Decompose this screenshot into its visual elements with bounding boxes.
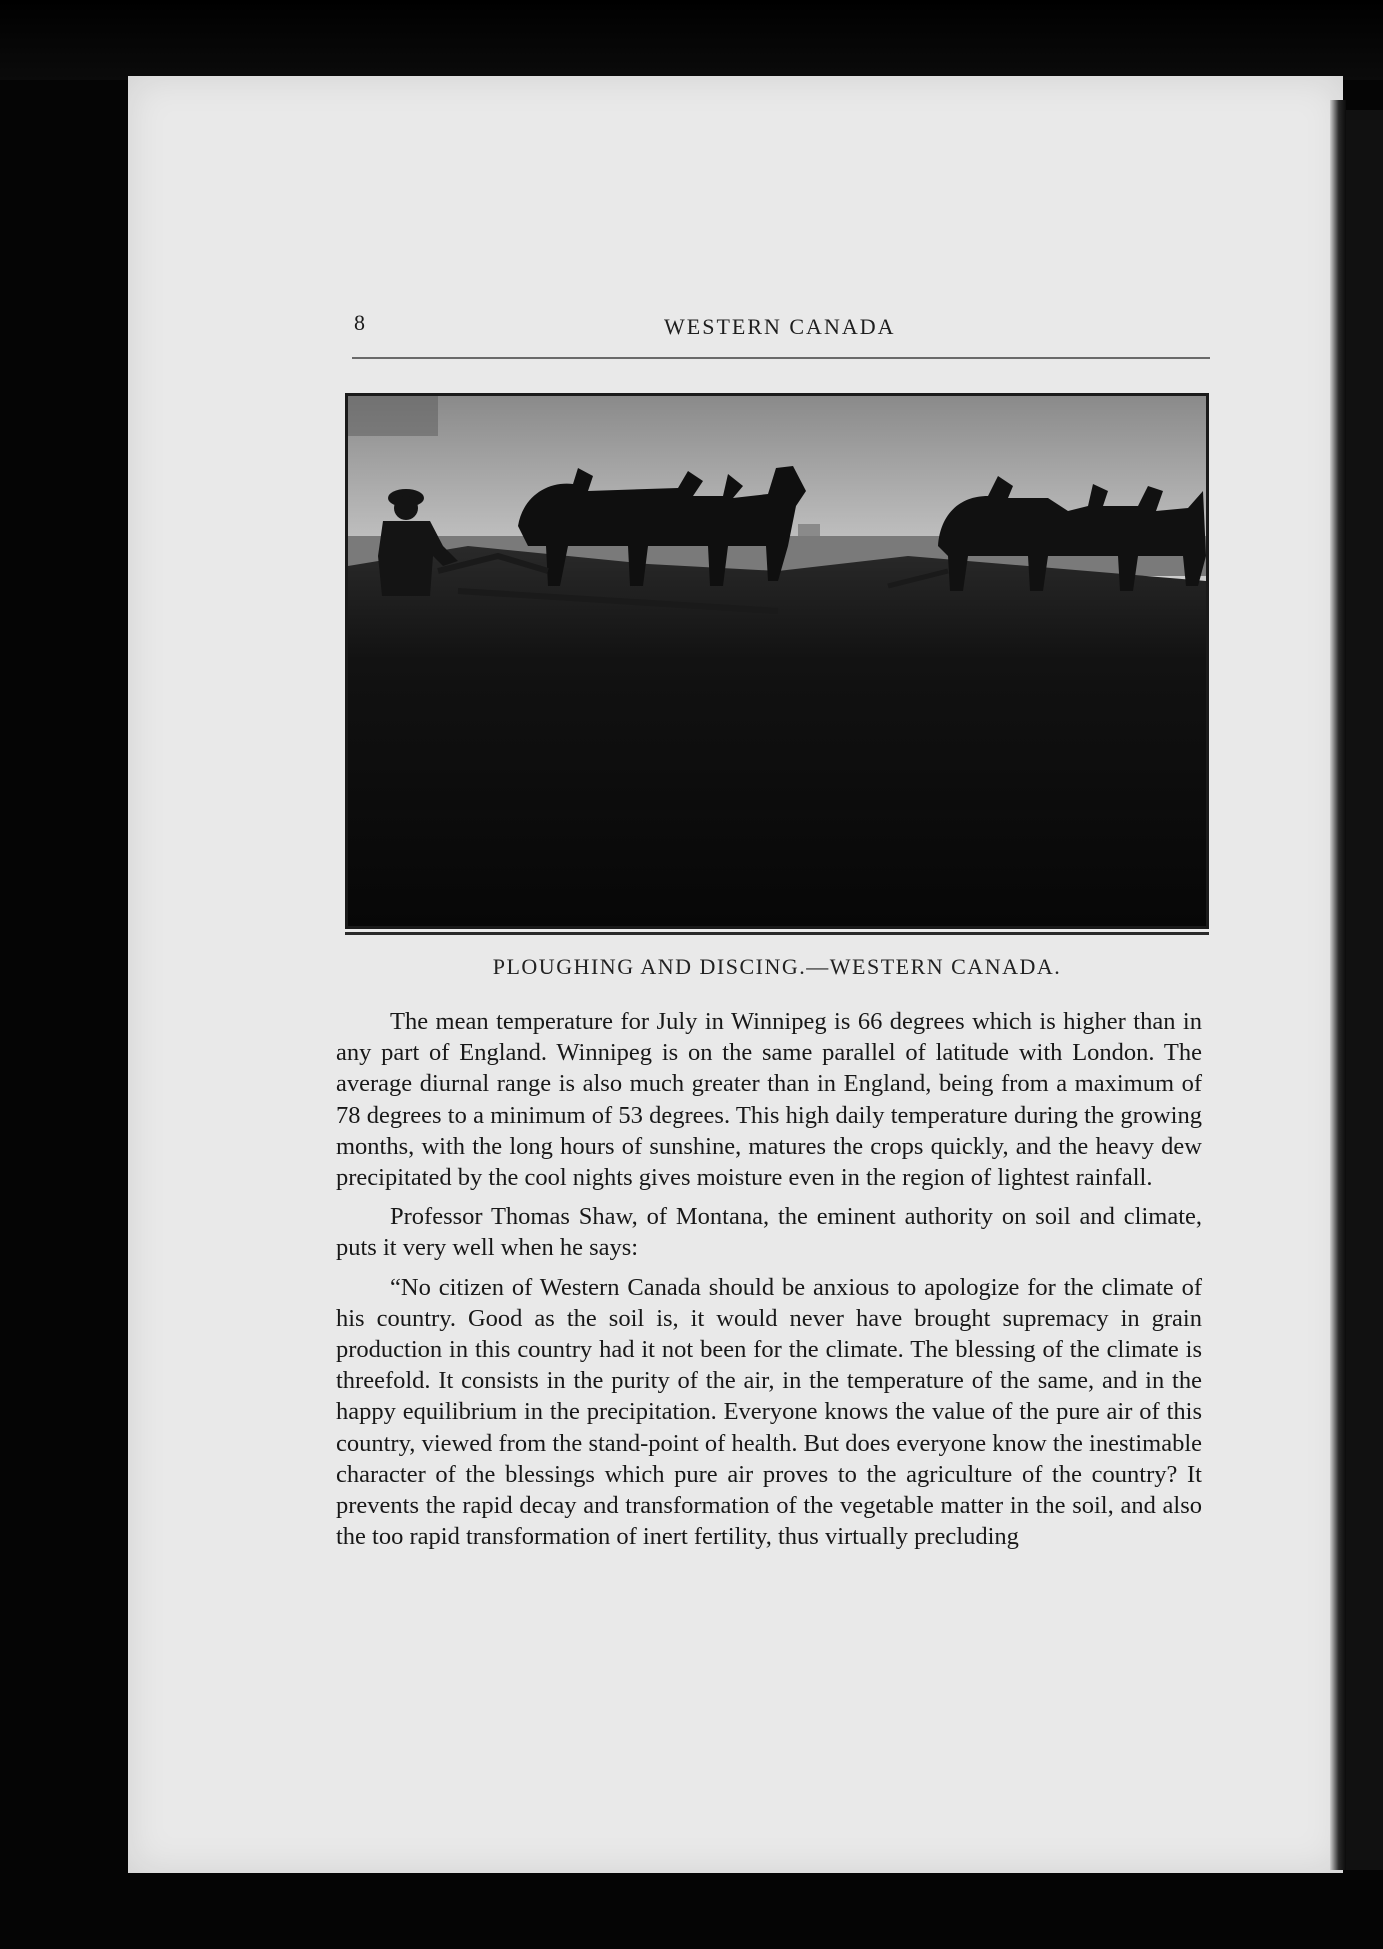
scan-background <box>0 0 1383 80</box>
page-fold <box>1330 100 1346 1870</box>
photo-illustration <box>348 396 1206 926</box>
running-head: WESTERN CANADA <box>664 314 896 339</box>
photo-caption: PLOUGHING AND DISCING.—WESTERN CANADA. <box>492 954 1062 979</box>
header-rule <box>352 357 1210 359</box>
facing-page-edge <box>1346 110 1383 1870</box>
page-number: 8 <box>354 310 365 335</box>
paragraph-shaw-intro: Professor Thomas Shaw, of Montana, the eminent authority on soil and climate, puts it very well when he says: <box>336 1203 1202 1262</box>
distant-building <box>798 524 820 536</box>
sky-vignette <box>348 396 438 436</box>
paragraph-shaw-quote: “No citizen of Western Canada should be anxious to apologize for the climate of his country. Good as the soil is, it would never have brought supremacy in grain production in this country had it not been for the climate. The blessing of the climate is threefold. It consists in the purity of the air, in the temperature of the same, and in the happy equilibrium in the precipitation. Everyone knows the value of the pure air of this country, viewed from the stand-point of health. But does everyone know the inestimable character of the blessings which pure air proves to the agriculture of the country? It prevents the rapid decay and transformation of the vegetable matter in the soil, and also the too rapid transformation of inert fertility, thus virtually precluding <box>336 1273 1202 1551</box>
ploughed-ground <box>348 546 1206 926</box>
photo-bottom-rule <box>345 932 1209 935</box>
body-text <box>336 1006 1202 1552</box>
paragraph-temperature: The mean temperature for July in Winnipeg is 66 degrees which is higher than in any part of England. Winnipeg is on the same parallel of latitude with London. The average diurnal range is also much greater than in England, being from a maximum of 78 degrees to a minimum of 53 degrees. This high daily temperature during the growing months, with the long hours of sunshine, matures the crops quickly, and the heavy dew precipitated by the cool nights gives moisture even in the region of lightest rainfall. <box>336 1008 1202 1192</box>
ploughing-photograph <box>345 393 1209 929</box>
